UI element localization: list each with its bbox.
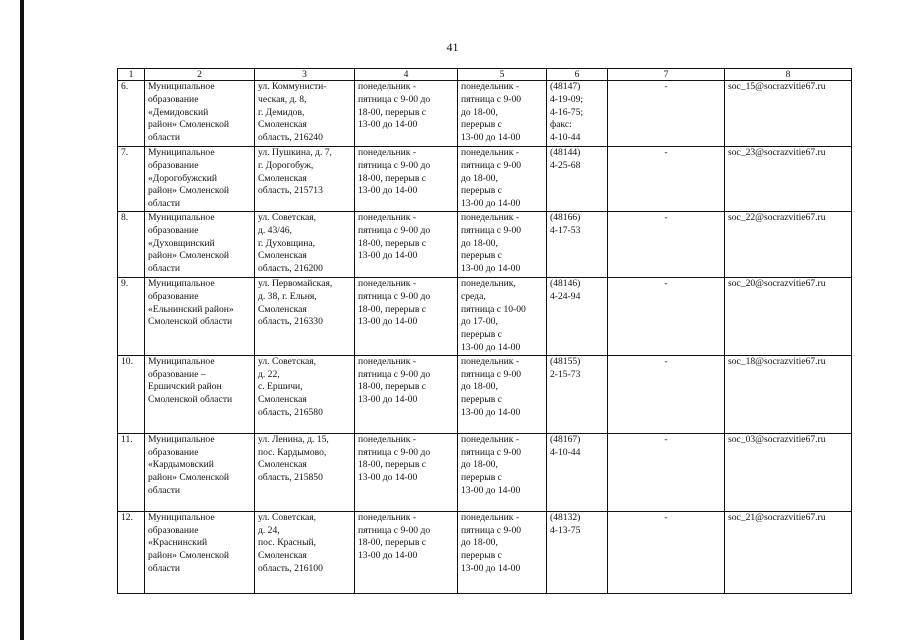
office-hours: понедельник - пятница с 9-00 до 18-00, перерыв с 13-00 до 14-00 <box>355 81 458 147</box>
municipality-name: Муниципальное образование «Ельнинский район» Смоленской области <box>145 277 255 355</box>
phone-cell: (48144) 4-25-68 <box>547 147 608 212</box>
phone-cell: (48132) 4-13-75 <box>547 511 608 593</box>
municipality-name: Муниципальное образование «Дорогобужский район» Смоленской области <box>145 147 255 212</box>
table-row <box>118 511 852 593</box>
office-hours: понедельник - пятница с 9-00 до 18-00, перерыв с 13-00 до 14-00 <box>355 147 458 212</box>
address-cell: ул. Советская, д. 22, с. Ершичи, Смоленская область, 216580 <box>255 355 355 433</box>
address-cell: ул. Советская, д. 24, пос. Красный, Смоленская область, 216100 <box>255 511 355 593</box>
column-7-cell: - <box>608 433 725 511</box>
email-cell: soc_22@socrazvitie67.ru <box>725 211 852 277</box>
contacts-table <box>117 68 852 594</box>
row-number: 12. <box>118 511 145 593</box>
header-cell: 3 <box>255 69 355 81</box>
column-7-cell: - <box>608 147 725 212</box>
address-cell: ул. Ленина, д. 15, пос. Кардымово, Смоленская область, 215850 <box>255 433 355 511</box>
reception-hours: понедельник - пятница с 9-00 до 18-00, перерыв с 13-00 до 14-00 <box>458 81 547 147</box>
email-cell: soc_03@socrazvitie67.ru <box>725 433 852 511</box>
row-number: 6. <box>118 81 145 147</box>
address-cell: ул. Первомайская, д. 38, г. Ельня, Смоленская область, 216330 <box>255 277 355 355</box>
header-cell: 6 <box>547 69 608 81</box>
row-number: 9. <box>118 277 145 355</box>
column-7-cell: - <box>608 277 725 355</box>
email-cell: soc_18@socrazvitie67.ru <box>725 355 852 433</box>
office-hours: понедельник - пятница с 9-00 до 18-00, перерыв с 13-00 до 14-00 <box>355 511 458 593</box>
column-7-cell: - <box>608 355 725 433</box>
email-cell: soc_15@socrazvitie67.ru <box>725 81 852 147</box>
phone-cell: (48146) 4-24-94 <box>547 277 608 355</box>
header-cell: 4 <box>355 69 458 81</box>
address-cell: ул. Пушкина, д. 7, г. Дорогобуж, Смоленская область, 215713 <box>255 147 355 212</box>
header-cell: 7 <box>608 69 725 81</box>
table-row <box>118 277 852 355</box>
municipality-name: Муниципальное образование «Духовщинский район» Смоленской области <box>145 211 255 277</box>
table-row <box>118 147 852 212</box>
email-cell: soc_21@socrazvitie67.ru <box>725 511 852 593</box>
address-cell: ул. Коммунисти- ческая, д. 8, г. Демидов, Смоленская область, 216240 <box>255 81 355 147</box>
header-cell: 5 <box>458 69 547 81</box>
column-7-cell: - <box>608 511 725 593</box>
office-hours: понедельник - пятница с 9-00 до 18-00, перерыв с 13-00 до 14-00 <box>355 211 458 277</box>
phone-cell: (48166) 4-17-53 <box>547 211 608 277</box>
header-cell: 8 <box>725 69 852 81</box>
reception-hours: понедельник - пятница с 9-00 до 18-00, перерыв с 13-00 до 14-00 <box>458 147 547 212</box>
reception-hours: понедельник - пятница с 9-00 до 18-00, перерыв с 13-00 до 14-00 <box>458 433 547 511</box>
row-number: 11. <box>118 433 145 511</box>
header-cell: 2 <box>145 69 255 81</box>
reception-hours: понедельник, среда, пятница с 10-00 до 17-00, перерыв с 13-00 до 14-00 <box>458 277 547 355</box>
office-hours: понедельник - пятница с 9-00 до 18-00, перерыв с 13-00 до 14-00 <box>355 433 458 511</box>
phone-cell: (48167) 4-10-44 <box>547 433 608 511</box>
scan-edge-bar <box>20 0 24 640</box>
email-cell: soc_20@socrazvitie67.ru <box>725 277 852 355</box>
address-cell: ул. Советская, д. 43/46, г. Духовщина, Смоленская область, 216200 <box>255 211 355 277</box>
column-7-cell: - <box>608 211 725 277</box>
reception-hours: понедельник - пятница с 9-00 до 18-00, перерыв с 13-00 до 14-00 <box>458 511 547 593</box>
municipality-name: Муниципальное образование – Ершичский район Смоленской области <box>145 355 255 433</box>
row-number: 8. <box>118 211 145 277</box>
email-cell: soc_23@socrazvitie67.ru <box>725 147 852 212</box>
reception-hours: понедельник - пятница с 9-00 до 18-00, перерыв с 13-00 до 14-00 <box>458 211 547 277</box>
phone-cell: (48147) 4-19-09; 4-16-75; факс: 4-10-44 <box>547 81 608 147</box>
row-number: 10. <box>118 355 145 433</box>
page-number: 41 <box>446 40 459 54</box>
table-row <box>118 355 852 433</box>
municipality-name: Муниципальное образование «Демидовский район» Смоленской области <box>145 81 255 147</box>
column-7-cell: - <box>608 81 725 147</box>
municipality-name: Муниципальное образование «Кардымовский район» Смоленской области <box>145 433 255 511</box>
table-row <box>118 211 852 277</box>
header-cell: 1 <box>118 69 145 81</box>
table-row <box>118 81 852 147</box>
row-number: 7. <box>118 147 145 212</box>
phone-cell: (48155) 2-15-73 <box>547 355 608 433</box>
reception-hours: понедельник - пятница с 9-00 до 18-00, перерыв с 13-00 до 14-00 <box>458 355 547 433</box>
office-hours: понедельник - пятница с 9-00 до 18-00, перерыв с 13-00 до 14-00 <box>355 355 458 433</box>
table-row <box>118 433 852 511</box>
header-row <box>118 69 852 81</box>
municipality-name: Муниципальное образование «Краснинский район» Смоленской области <box>145 511 255 593</box>
office-hours: понедельник - пятница с 9-00 до 18-00, перерыв с 13-00 до 14-00 <box>355 277 458 355</box>
